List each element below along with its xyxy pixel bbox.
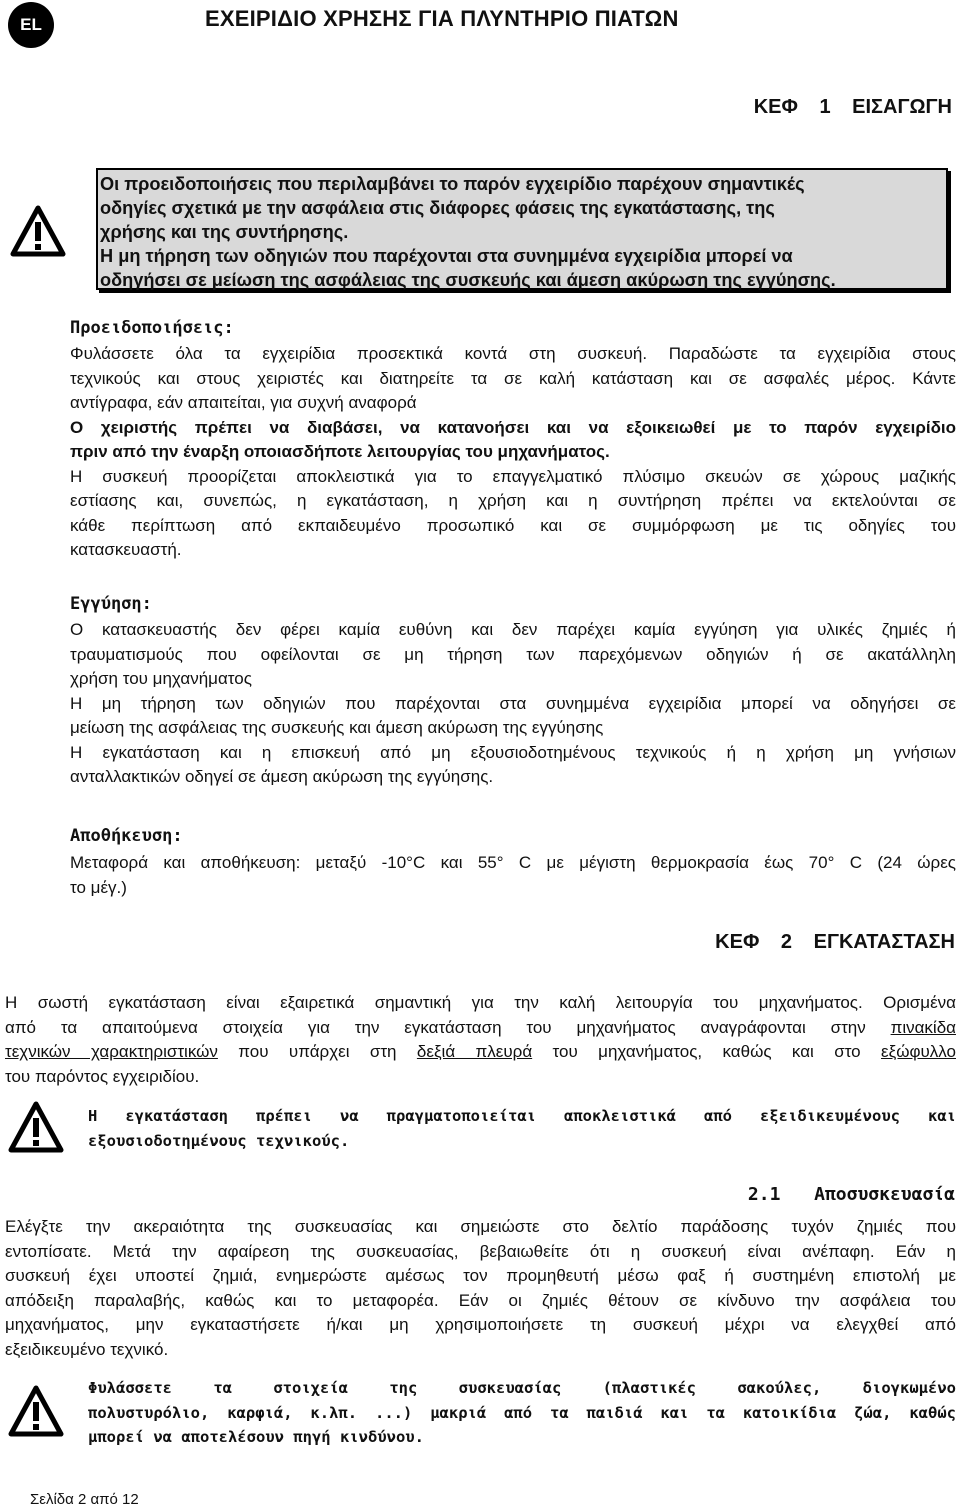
text-line: κατασκευαστή. <box>70 540 182 559</box>
packaging-warning <box>88 1376 956 1450</box>
warning-line: εξουσιοδοτημένους τεχνικούς. <box>88 1131 350 1150</box>
section-title: Αποσυσκευασία <box>814 1184 955 1205</box>
warning-line: Φυλάσσετε τα στοιχεία της συσκευασίας (πλαστικές σακούλες, διογκωμένο <box>88 1379 956 1397</box>
text-run: του μηχανήματος, καθώς και στο <box>532 1042 882 1061</box>
rating-plate-link: πινακίδα <box>890 1017 956 1037</box>
text-line: Ο κατασκευαστής δεν φέρει καμία ευθύνη και δεν παρέχει καμία εγγύηση για υλικές ζημιές ή <box>70 620 956 639</box>
warning-line: Η εγκατάσταση πρέπει να πραγματοποιείται αποκλειστικά από εξειδικευμένους και <box>88 1107 956 1125</box>
text-line: τραυματισμούς που οφείλονται σε μη τήρηση των παρεχόμενων οδηγιών ή σε ακατάλληλη <box>70 644 956 664</box>
storage-body <box>70 851 956 900</box>
text-line: απόδειξη παραλαβής, καθώς και το μεταφορέα. Εάν οι ζημιές θέτουν σε κίνδυνο την ασφάλεια του <box>5 1290 956 1310</box>
text-line: Ελέγξτε την ακεραιότητα της συσκευασίας και σημειώστε στο δελτίο παράδοσης τυχόν ζημιές που <box>5 1217 956 1236</box>
text-line: εντοπίσατε. Μετά την αφαίρεση της συσκευασίας, βεβαιωθείτε ότι η συσκευή είναι ανέπαφη. Εάν η <box>5 1241 956 1261</box>
text-line: συσκευή έχει υποστεί ζημιά, ενημερώστε αμέσως τον προμηθευτή μέσω φαξ ή συστημένη επιστολή με <box>5 1266 956 1285</box>
text-line: Η εγκατάσταση και η επισκευή από μη εξουσιοδοτημένους τεχνικούς ή η χρήση μη γνήσιων <box>70 742 956 762</box>
text-run: από τα απαιτούμενα στοιχεία για την εγκατάσταση του μηχανήματος αναγράφονται στην <box>5 1017 891 1037</box>
installation-warning <box>88 1104 956 1153</box>
warranty-body <box>70 618 956 790</box>
warning-triangle-icon <box>10 205 66 257</box>
warnings-body <box>70 342 956 563</box>
right-side-link: δεξιά πλευρά <box>416 1042 533 1061</box>
text-line: μείωση της ασφάλειας της συσκευής και άμεση ακύρωση της εγγύησης <box>70 718 604 737</box>
notice-line: οδηγίες σχετικά με την ασφάλεια στις διάφορες φάσεις της εγκατάστασης, της <box>100 198 775 218</box>
text-line: Η συσκευή προορίζεται αποκλειστικά για το επαγγελματικό πλύσιμο σκευών σε χώρους μαζικής <box>70 466 956 486</box>
warranty-heading: Εγγύηση: <box>70 594 152 614</box>
text-line: εξειδικευμένο τεχνικό. <box>5 1339 169 1359</box>
text-line: του παρόντος εγχειριδίου. <box>5 1066 200 1086</box>
text-run: που υπάρχει στη <box>217 1042 417 1061</box>
document-title: ΕΧΕΙΡΙΔΙΟ ΧΡΗΣΗΣ ΓΙΑ ΠΛΥΝΤΗΡΙΟ ΠΙΑΤΩΝ <box>205 6 679 31</box>
language-badge: EL <box>8 2 54 48</box>
warning-line: πολυστυρόλιο, καρφιά, κ.λπ. ...) μακριά από τα παιδιά και τα κατοικίδια ζώα, καθώς <box>88 1403 956 1422</box>
notice-line: Οι προειδοποιήσεις που περιλαμβάνει το παρόν εγχειρίδιο παρέχουν σημαντικές <box>100 174 805 194</box>
unpacking-body <box>5 1215 956 1362</box>
text-line: το μέγ.) <box>70 877 127 897</box>
notice-line: Η μη τήρηση των οδηγιών που παρέχονται στα συνημμένα εγχειρίδια μπορεί να <box>100 246 793 266</box>
text-line: κάθε περίπτωση από εκπαιδευμένο προσωπικό και σε συμμόρφωση με τις οδηγίες του <box>70 515 956 535</box>
text-line: Η μη τήρηση των οδηγιών που παρέχονται στα συνημμένα εγχειρίδια μπορεί να οδηγήσει σε <box>70 693 956 713</box>
warning-triangle-icon <box>8 1385 64 1437</box>
storage-heading: Αποθήκευση: <box>70 826 183 846</box>
installation-intro <box>5 991 956 1089</box>
page-number: Σελίδα 2 από 12 <box>30 1491 139 1508</box>
text-line: Η σωστή εγκατάσταση είναι εξαιρετικά σημαντική για την καλή λειτουργία του μηχανήματος. Ορισμένα <box>5 993 956 1012</box>
notice-line: χρήσης και της συντήρησης. <box>100 222 349 242</box>
chapter-1-title: ΚΕΦ 1 ΕΙΣΑΓΩΓΗ <box>753 96 952 118</box>
text-line: εστίασης και, συνεπώς, η εγκατάσταση, η χρήση και η συντήρηση πρέπει να εκτελούνται σε <box>70 491 956 510</box>
warning-triangle-icon <box>8 1101 64 1153</box>
text-line <box>5 1016 956 1041</box>
warnings-heading: Προειδοποιήσεις: <box>70 318 234 338</box>
text-line: ανταλλακτικών οδηγεί σε άμεση ακύρωση της εγγύησης. <box>70 767 494 786</box>
section-number: 2.1 <box>747 1184 781 1205</box>
text-line: μηχανήματος, μην εγκαταστήσετε ή/και μη χρησιμοποιήσετε τη συσκευή μέχρι να ελεγχθεί από <box>5 1315 956 1334</box>
text-line: Φυλάσσετε όλα τα εγχειρίδια προσεκτικά κοντά στη συσκευή. Παραδώστε τα εγχειρίδια στους <box>70 344 956 363</box>
operator-notice-line: πριν από την έναρξη οποιασδήποτε λειτουργίας του μηχανήματος. <box>70 442 610 461</box>
text-line <box>5 1040 956 1065</box>
operator-notice-line: Ο χειριστής πρέπει να διαβάσει, να κατανοήσει και να εξοικειωθεί με το παρόν εγχειρίδιο <box>70 417 956 437</box>
section-2-1-heading <box>748 1184 955 1205</box>
notice-line: οδηγήσει σε μείωση της ασφάλειας της συσκευής και άμεση ακύρωση της εγγύησης. <box>100 270 836 290</box>
text-line: Μεταφορά και αποθήκευση: μεταξύ -10°C και 55° C με μέγιστη θερμοκρασία έως 70° C (24 ώρες <box>70 853 956 872</box>
text-line: χρήση του μηχανήματος <box>70 669 252 688</box>
cover-link: εξώφυλλο <box>881 1042 956 1061</box>
rating-plate-link-cont: τεχνικών χαρακτηριστικών <box>5 1042 218 1061</box>
warning-line: μπορεί να αποτελέσουν πηγή κινδύνου. <box>88 1428 424 1446</box>
text-line: αντίγραφα, εάν απαιτείται, για συχνή αναφορά <box>70 393 417 412</box>
chapter-2-title: ΚΕΦ 2 ΕΓΚΑΤΑΣΤΑΣΗ <box>715 931 955 953</box>
safety-notice-box <box>96 168 948 290</box>
text-line: τεχνικούς και στους χειριστές και διατηρείτε τα σε καλή κατάσταση και σε ασφαλές μέρος. Κάντε <box>70 368 956 388</box>
